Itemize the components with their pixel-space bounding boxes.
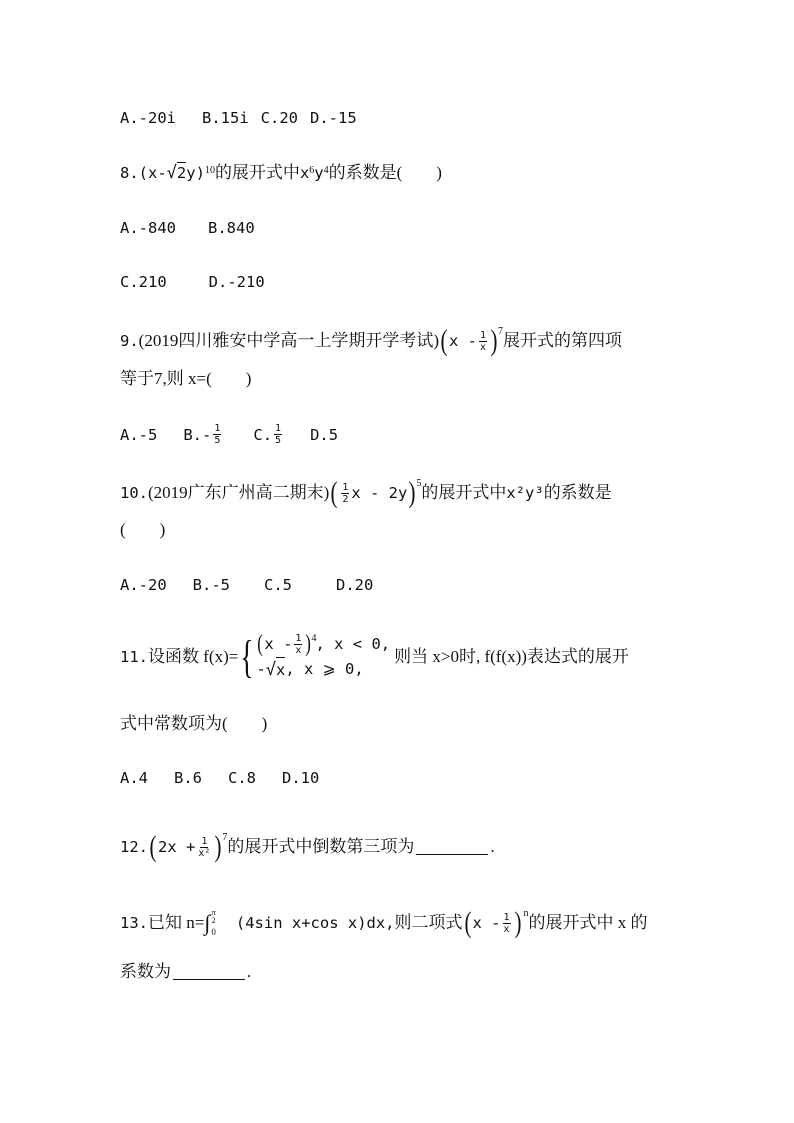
q9-option-c-prefix: C.	[253, 425, 273, 444]
q13-stem-line2	[120, 962, 251, 982]
q13-integral-limits	[211, 909, 216, 937]
q13-lower-limit: 0	[211, 927, 216, 937]
q10-fraction	[341, 482, 349, 505]
q10-options-row	[120, 575, 373, 595]
q9-option-c-num: 1	[275, 423, 282, 434]
q10-text2: 的系数是	[543, 483, 612, 502]
q9-option-d: D.5	[310, 425, 339, 444]
q12-exponent: 7	[222, 832, 228, 843]
q10-term: x²y³	[506, 484, 544, 502]
q12-number: 12.	[120, 838, 148, 856]
q11-case1-expression: ( x - $\frac{1}{x}$ ) 4	[256, 632, 312, 657]
q13-text3: 的展开式中 x 的	[528, 913, 648, 932]
q11-text3: 式中常数项为( )	[120, 714, 268, 733]
q11-case1-inner: x -	[264, 634, 293, 653]
q13-number: 13.	[120, 914, 148, 932]
q13-text5: .	[247, 962, 252, 981]
q13-text4: 系数为	[120, 962, 171, 981]
q11-case1-frac-den: x	[295, 644, 302, 656]
q8-sqrt-arg: 2	[176, 164, 187, 182]
q13-upper-num: π	[211, 908, 216, 917]
q12-inner: 2x +	[158, 838, 196, 856]
q13-integral-sign: ∫	[204, 910, 211, 935]
q9-inner: x -	[449, 332, 477, 350]
q9-number: 9.	[120, 332, 139, 350]
q8-option-a: A.-840	[120, 219, 176, 237]
q9-source: (2019四川雅安中学高一上学期开学考试)	[138, 331, 439, 350]
q8-number: 8.	[120, 163, 139, 182]
q11-stem-line2	[120, 714, 267, 734]
q7-option-a: A.-20i	[120, 109, 176, 127]
q8-term-x: x	[299, 163, 310, 182]
q13-answer-blank[interactable]	[173, 965, 245, 980]
q9-fraction	[479, 330, 487, 353]
q11-case1	[256, 632, 390, 657]
q11-case2	[256, 657, 390, 683]
q9-stem-line2	[120, 369, 251, 389]
q8-expr-open: (x-	[138, 163, 167, 182]
q10-frac-num: 1	[342, 481, 349, 493]
q10-inner: x - 2y	[351, 484, 408, 502]
q12-frac-num: 1	[201, 835, 208, 847]
q12-stem	[120, 832, 495, 862]
q11-case1-fraction	[294, 633, 302, 656]
q10-text1: 的展开式中	[421, 483, 507, 502]
q11-case2-sqrt: √ x	[266, 657, 286, 683]
q8-options-row1	[120, 218, 255, 238]
q9-options-row	[120, 423, 338, 446]
q9-stem-line1	[120, 326, 622, 356]
q13-stem-line1	[120, 908, 648, 938]
q13-text2: 则二项式	[394, 913, 463, 932]
q8-options-row2	[120, 272, 265, 292]
q10-source: (2019广东广州高二期末)	[148, 483, 330, 502]
q8-text1: 的展开式中	[214, 162, 300, 182]
q10-option-a: A.-20	[120, 576, 167, 594]
q7-option-b: B.15i	[202, 109, 249, 127]
q11-brace: {	[240, 631, 255, 682]
q11-piecewise	[238, 632, 390, 683]
q7-option-d: D.-15	[310, 109, 357, 127]
q11-case1-exponent: 4	[311, 632, 317, 644]
q8-stem: 8. (x- √ 2 y) $^{10}$ 的展开式中 x $^6$ y $^4$ 的系数是( )	[120, 162, 442, 183]
q11-number: 11.	[120, 648, 148, 666]
q9-option-c-frac	[274, 423, 282, 446]
q13-integrand: (4sin x+cos x)dx,	[235, 914, 395, 932]
q13-frac-den: x	[503, 923, 510, 935]
q9-option-b-prefix: B.-	[183, 425, 212, 444]
q12-fraction	[197, 836, 211, 859]
q12-expression: ( 2x + $\frac{1}{\text{x²}}$ ) 7	[149, 830, 228, 863]
q10-stem-line1	[120, 478, 612, 508]
q13-inner: x -	[472, 914, 501, 932]
q8-option-d: D.-210	[208, 273, 265, 291]
q13-expression: ( x - $\frac{1}{x}$ ) n	[464, 906, 529, 939]
q11-stem-line1	[120, 632, 629, 682]
q12-frac-den: x²	[198, 847, 211, 859]
q11-case2-cond: , x ⩾ 0,	[285, 660, 364, 678]
q13-text1: 已知 n=	[148, 913, 205, 932]
q12-text2: .	[490, 837, 495, 856]
q9-option-c-den: 5	[275, 435, 282, 446]
q7-option-c: C.20	[260, 109, 298, 127]
q11-option-b: B.6	[174, 769, 202, 787]
q9-option-a: A.-5	[120, 425, 158, 444]
q8-option-c: C.210	[120, 273, 167, 291]
q11-options-row	[120, 768, 319, 788]
q10-text3: ( )	[120, 520, 166, 539]
q8-text2: 的系数是( )	[328, 162, 442, 182]
q11-text2: 则当 x>0时, f(f(x))表达式的展开	[394, 647, 629, 666]
q9-option-b-den: 5	[214, 435, 221, 446]
q10-exponent: 5	[416, 478, 422, 489]
q8-expr-close: y)	[186, 163, 205, 182]
q9-frac-num: 1	[480, 329, 487, 341]
q9-option-b-num: 1	[214, 423, 221, 434]
q11-case2-sqrt-arg: x	[276, 657, 285, 683]
q9-text2: 等于7,则 x=( )	[120, 369, 252, 388]
q10-frac-den: 2	[342, 493, 349, 505]
q11-case2-prefix: -	[256, 660, 266, 678]
q9-expression: ( x - $\frac{1}{x}$ ) 7	[440, 324, 504, 357]
q10-stem-line2	[120, 520, 165, 540]
q11-case1-frac-num: 1	[295, 632, 302, 644]
q10-option-b: B.-5	[192, 576, 230, 594]
q13-upper-limit	[211, 909, 216, 925]
q13-exponent: n	[523, 908, 529, 919]
q12-text1: 的展开式中倒数第三项为	[227, 837, 415, 856]
q10-expression: ( $\frac{1}{2}$ x - 2y ) 5	[330, 476, 422, 509]
q11-option-d: D.10	[282, 769, 320, 787]
q9-exponent: 7	[498, 326, 504, 337]
q13-fraction	[503, 912, 511, 935]
q8-option-b: B.840	[208, 219, 255, 237]
q8-sqrt: √ 2	[166, 163, 187, 183]
q8-term-y: y	[314, 163, 324, 182]
q11-case1-cond: , x < 0,	[315, 634, 391, 653]
q10-option-d: D.20	[336, 576, 374, 594]
q11-option-c: C.8	[228, 769, 256, 787]
q11-text1: 设函数 f(x)=	[148, 647, 239, 666]
q11-cases	[256, 632, 390, 683]
q7-options-row	[120, 108, 357, 128]
q9-option-b-frac	[213, 423, 221, 446]
q9-frac-den: x	[480, 341, 487, 353]
q13-frac-num: 1	[503, 911, 510, 923]
q10-number: 10.	[120, 484, 148, 502]
q11-option-a: A.4	[120, 769, 148, 787]
q9-text1: 展开式的第四项	[503, 331, 623, 350]
q10-option-c: C.5	[264, 576, 292, 594]
q13-upper-den: 2	[211, 916, 216, 925]
q12-answer-blank[interactable]	[416, 840, 488, 855]
